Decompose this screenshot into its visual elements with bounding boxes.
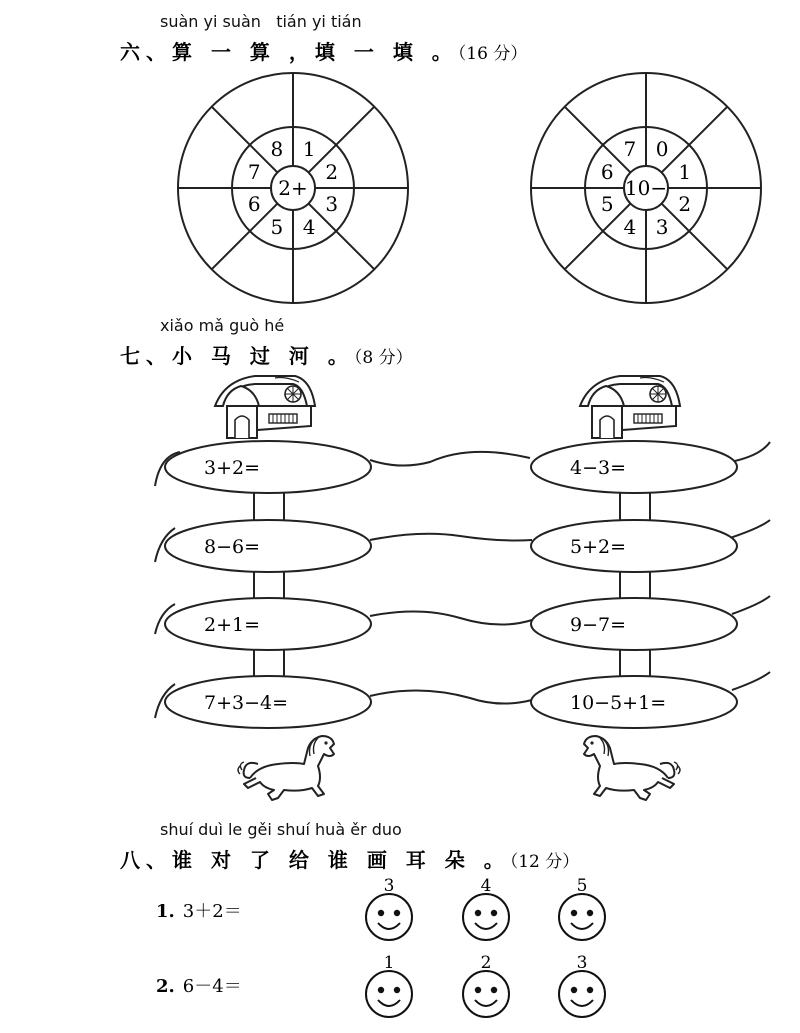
left-post-2 <box>254 569 284 601</box>
wheel-number: 1 <box>678 159 692 184</box>
wheel-spoke <box>565 107 631 173</box>
answer-option-number: 3 <box>383 876 395 896</box>
right-stone <box>531 441 737 493</box>
right-stone <box>531 520 737 572</box>
house-icon-left <box>215 376 315 438</box>
house-icon-right <box>580 376 680 438</box>
section7-score: （8 分） <box>353 348 413 368</box>
left-stone-equation[interactable]: 8−6= <box>204 536 261 558</box>
calc-wheel-2 <box>531 73 761 303</box>
wheel-number: 6 <box>247 192 261 217</box>
answer-option-number: 3 <box>576 953 588 973</box>
section8-pinyin: shuí duì le gěi shuí huà ěr duo <box>160 820 402 839</box>
section6-title-text: 六、算 一 算 ，填 一 填 。 <box>120 40 458 64</box>
wheel-number: 2 <box>678 192 692 217</box>
stone-posts <box>254 485 650 678</box>
right-stone <box>531 598 737 650</box>
answer-option-number: 4 <box>480 876 492 896</box>
section8-title-text: 八、谁 对 了 给 谁 画 耳 朵 。 <box>120 848 510 872</box>
wheel-spoke <box>309 204 375 270</box>
wheel-number: 7 <box>247 159 261 184</box>
right-stone-equation[interactable]: 5+2= <box>570 536 627 558</box>
section6-score: （16 分） <box>457 44 528 64</box>
question-2-expression: 6－4＝ <box>182 976 242 997</box>
section7-title-text: 七、小 马 过 河 。 <box>120 344 354 368</box>
wheel-spoke <box>309 107 375 173</box>
wheel-number: 3 <box>655 214 669 239</box>
left-stone-equation[interactable]: 3+2= <box>204 457 261 479</box>
question-1-expression: 3＋2＝ <box>182 901 242 922</box>
wheel-spoke <box>565 204 631 270</box>
answer-option-number: 1 <box>383 953 395 973</box>
smiley-face-icon[interactable] <box>366 894 412 940</box>
wheel-center-operator: 2+ <box>278 176 308 200</box>
wheel-number: 3 <box>325 192 339 217</box>
question-1-number: 1. <box>156 901 175 922</box>
smiley-face-icon[interactable] <box>463 894 509 940</box>
right-stone-equation[interactable]: 9−7= <box>570 614 627 636</box>
right-post-2 <box>620 569 650 601</box>
answer-option-number: 5 <box>576 876 588 896</box>
wheel-number: 2 <box>325 159 339 184</box>
answer-option-number: 2 <box>480 953 492 973</box>
right-stone-equation[interactable]: 4−3= <box>570 457 627 479</box>
section6-pinyin: suàn yi suàn tián yi tián <box>160 12 362 31</box>
wheel-spoke <box>662 107 728 173</box>
wheel-spoke <box>662 204 728 270</box>
left-stone-equation[interactable]: 2+1= <box>204 614 261 636</box>
wheel-center-operator: 10− <box>624 176 668 200</box>
wheel-number: 6 <box>600 159 614 184</box>
left-stone-equation[interactable]: 7+3−4= <box>204 692 289 714</box>
left-stone <box>165 441 371 493</box>
horse-icon-left <box>238 736 334 800</box>
wheel-number: 4 <box>623 214 637 239</box>
wheel-number: 8 <box>270 137 284 162</box>
smiley-face-icon[interactable] <box>463 971 509 1017</box>
section8-score: （12 分） <box>509 852 580 872</box>
calc-wheel-1 <box>178 73 408 303</box>
left-stone <box>165 598 371 650</box>
smiley-face-icon[interactable] <box>366 971 412 1017</box>
wheel-number: 5 <box>270 214 284 239</box>
wheel-spoke <box>212 107 278 173</box>
right-stone-equation[interactable]: 10−5+1= <box>570 692 667 714</box>
answer-faces <box>366 876 605 1017</box>
left-stone <box>165 520 371 572</box>
wheel-number: 7 <box>623 137 637 162</box>
question-2-number: 2. <box>156 976 175 997</box>
wheel-spoke <box>212 204 278 270</box>
smiley-face-icon[interactable] <box>559 971 605 1017</box>
horse-icon-right <box>584 736 680 800</box>
wheel-number: 0 <box>655 137 669 162</box>
wheel-number: 5 <box>600 192 614 217</box>
smiley-face-icon[interactable] <box>559 894 605 940</box>
wheel-number: 1 <box>302 137 316 162</box>
wheel-number: 4 <box>302 214 316 239</box>
section7-pinyin: xiǎo mǎ guò hé <box>160 316 285 335</box>
